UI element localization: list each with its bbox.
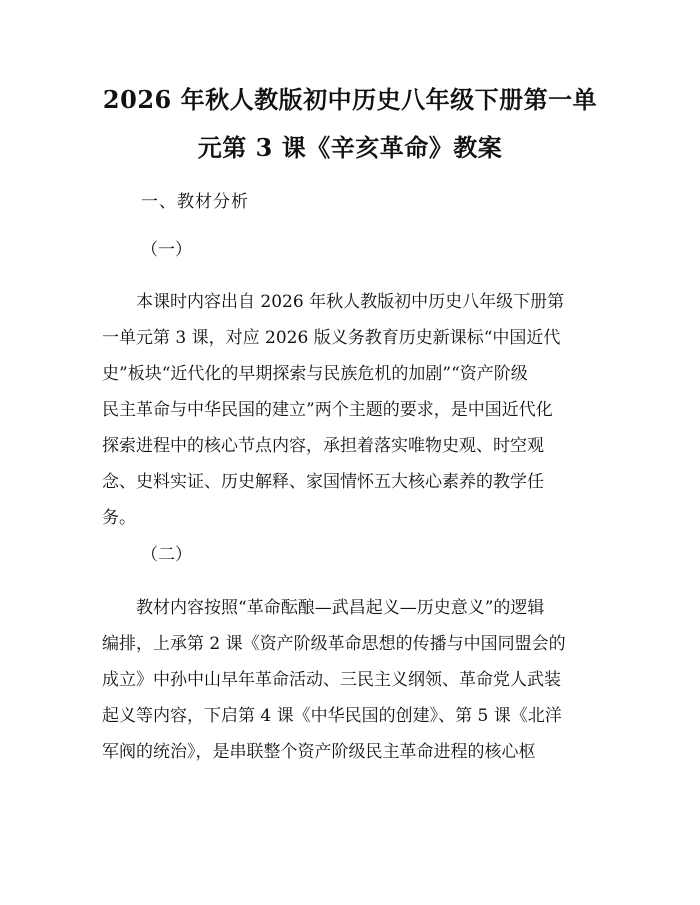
paragraph-2 [102, 590, 602, 770]
subsection-heading-1: （一） [141, 240, 192, 260]
document-title-line-2: 元第 3 课《辛亥革命》教案 [197, 133, 503, 162]
paragraph-line: 务。 [102, 508, 136, 528]
paragraph-line: 探索进程中的核心节点内容，承担着落实唯物史观、时空观 [102, 436, 544, 456]
paragraph-line: 编排，上承第 2 课《资产阶级革命思想的传播与中国同盟会的 [102, 634, 566, 654]
paragraph-line: 史”板块“近代化的早期探索与民族危机的加剧”“资产阶级 [102, 364, 528, 384]
paragraph-line: 念、史料实证、历史解释、家国情怀五大核心素养的教学任 [102, 472, 544, 492]
paragraph-1 [102, 284, 602, 536]
paragraph-line: 民主革命与中华民国的建立”两个主题的要求，是中国近代化 [102, 400, 553, 420]
paragraph-line: 起义等内容，下启第 4 课《中华民国的创建》、第 5 课《北洋 [102, 706, 562, 726]
document-title-line-1: 2026 年秋人教版初中历史八年级下册第一单 [102, 85, 598, 114]
section-heading: 一、教材分析 [141, 192, 249, 212]
paragraph-line: 本课时内容出自 2026 年秋人教版初中历史八年级下册第 [102, 292, 565, 312]
paragraph-line: 军阀的统治》，是串联整个资产阶级民主革命进程的核心枢 [102, 742, 536, 762]
subsection-heading-2: （二） [141, 545, 192, 565]
paragraph-line: 教材内容按照“革命酝酿—武昌起义—历史意义”的逻辑 [102, 598, 545, 618]
paragraph-line: 一单元第 3 课，对应 2026 版义务教育历史新课标“中国近代 [102, 328, 561, 348]
paragraph-line: 成立》中孙中山早年革命活动、三民主义纲领、革命党人武装 [102, 670, 561, 690]
